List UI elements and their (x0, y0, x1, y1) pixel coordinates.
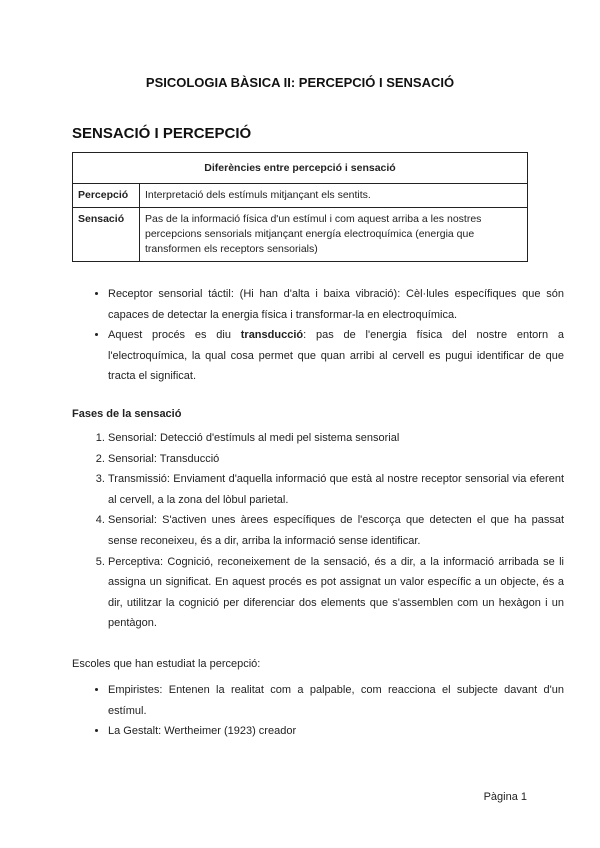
text: Aquest procés es diu (108, 329, 241, 342)
document-title: PSICOLOGIA BÀSICA II: PERCEPCIÓ I SENSACIÓ (145, 75, 455, 90)
bold-term: transducció (240, 329, 304, 342)
table-header: Diferències entre percepció i sensació (73, 153, 528, 184)
numbered-list (72, 428, 564, 634)
definition-cell: Pas de la informació física d'un estímul i com aquest arriba a les nostres percepcions sensorials mitjançant energía electroquímica (energia que transformen els receptors sensorials) (140, 208, 528, 262)
list-item: 5. Perceptiva: Cognició, reconeixement de la sensació, és a dir, a la informació arribada se li assigna un significat. En aquest procés es pot assignat un valor específic a un objecte, és a dir, utilitzar la cognició per diferenciar dos elements que s'assemblen com un hexàgon i un pentàgon. (108, 552, 564, 634)
list-item: 3. Transmissió: Enviament d'aquella informació que està al nostre receptor sensorial via eferent al cervell, a la zona del lòbul parietal. (108, 469, 564, 510)
definition-cell: Interpretació dels estímuls mitjançant els sentits. (140, 184, 528, 208)
list-item (108, 325, 564, 387)
list-item: • Empiristes: Entenen la realitat com a palpable, com reacciona el subjecte davant d'un estímul. (108, 680, 564, 721)
term-cell: Sensació (73, 208, 140, 262)
table-row (73, 184, 528, 208)
list-item: • La Gestalt: Wertheimer (1923) creador (108, 721, 564, 742)
list-item: 1. Sensorial: Detecció d'estímuls al medi pel sistema sensorial (108, 428, 564, 449)
term-cell: Percepció (73, 184, 140, 208)
subheading: Fases de la sensació (72, 408, 182, 420)
list-item: • Receptor sensorial táctil: (Hi han d'alta i baixa vibració): Cèl·lules específiques que són capaces de detectar la energia física i transformar-la en electroquímica. (108, 284, 564, 325)
bullet-list (72, 680, 564, 742)
paragraph: Escoles que han estudiat la percepció: (72, 658, 261, 670)
page-number: Pàgina 1 (483, 791, 527, 803)
list-item: 2. Sensorial: Transducció (108, 449, 564, 470)
table-row (73, 208, 528, 262)
section-heading: SENSACIÓ I PERCEPCIÓ (72, 125, 252, 142)
text: : pas de l'energia física del nostre entorn a l'electroquímica, la qual cosa permet que quan arribi al cervell es pugui identificar de que tracta el significat. (108, 329, 564, 383)
list-item: 4. Sensorial: S'activen unes àrees específiques de l'escorça que detecten el que ha passat sense reconeixeu, és a dir, arriba la informació sense identificar. (108, 510, 564, 551)
bullet-list (72, 284, 564, 387)
comparison-table (72, 152, 528, 262)
